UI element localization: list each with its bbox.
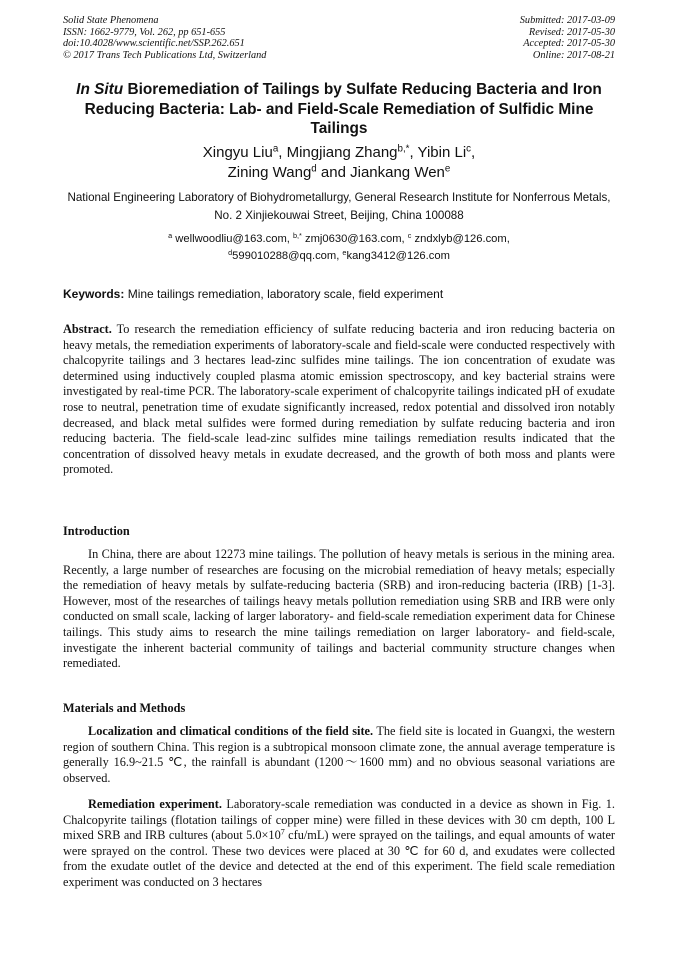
author-sup: a xyxy=(272,143,279,155)
paragraph-text: Laboratory-scale remediation was conducted in a device as shown in Fig. 1. Chalcopyrite tailings (flotation tailings of copper mine) were filled in these devices with 30 cm depth, 100 L mixed SRB and IRB cultures (about 5.0×10 xyxy=(63,797,615,843)
author-separator: , xyxy=(471,144,476,161)
methods-paragraph-remediation xyxy=(63,797,615,891)
keywords xyxy=(63,286,615,302)
author-separator: , xyxy=(278,144,287,161)
author-name: Mingjiang Zhang xyxy=(286,144,398,161)
email: wellwoodliu@163.com, xyxy=(172,233,293,245)
author-separator: , xyxy=(409,144,418,161)
affiliation: National Engineering Laboratory of Biohydrometallurgy, General Research Institute for Nonferrous Metals, No. 2 Xinjiekouwai Street, Beijing, China 100088 xyxy=(67,191,611,222)
introduction-paragraph: In China, there are about 12273 mine tailings. The pollution of heavy metals is serious in the mining area. Recently, a large number of researches are focusing on the microbial remediation of heavy metals; especially the remediation of heavy metals by sulfate-reducing bacteria (SRB) and iron-reducing bacteria (IRB) [1-3]. However, most of the researches of tailings heavy metals pollution remediation using SRB and IRB were only conducted on small scale, lacking of larger laboratory- and field-scale remediation experiment data for Chinese tailings. This study aims to research the mine tailings remediation on larger laboratory- and field-scale, investigate the inherent bacterial community of tailings and bacterial community structure changes when remediated. xyxy=(63,547,615,671)
author-name: Yibin Li xyxy=(417,144,467,161)
author-name: Xingyu Liu xyxy=(202,144,273,161)
author-name: Zining Wang xyxy=(227,163,312,181)
date-accepted: Accepted: 2017-05-30 xyxy=(523,38,615,50)
author-emails xyxy=(63,231,615,264)
abstract-text: To research the remediation efficiency of sulfate reducing bacteria and iron reducing bacteria on heavy metals, the remediation experiments of laboratory-scale and field-scale were conducted respectively with chalcopyrite tailings and 3 hectares lead-zinc sulfides mine tailings. The ion concentration of exudate was determined using inductively coupled plasma atomic emission spectroscopy, and key bacterial strains were investigated by real-time PCR. The laboratory-scale experiment of chalcopyrite tailings indicated pH of exudate rose to neutral, penetration time of exudate significantly increased, redox potential and dissolved iron notably decreased, and black metal sulfides were formed during remediation by sulfate reducing bacteria and iron reducing bacteria. The field-scale lead-zinc sulfides mine tailings remediation results indicated that the concentration of dissolved heavy metals in exudate decreased, and the growth of both moss and plants were promoted. xyxy=(63,322,615,477)
exponent: 7 xyxy=(280,827,285,837)
introduction-heading: Introduction xyxy=(63,524,130,538)
email: 599010288@qq.com, xyxy=(232,249,343,262)
journal-info xyxy=(63,15,266,61)
date-online: Online: 2017-08-21 xyxy=(532,49,615,61)
author-sup: b,* xyxy=(397,143,410,155)
email: zndxlyb@126.com, xyxy=(411,233,510,245)
date-submitted: Submitted: 2017-03-09 xyxy=(519,15,615,26)
author-list xyxy=(63,143,615,182)
paper-title xyxy=(63,80,615,139)
publication-dates xyxy=(520,15,615,61)
email-sup: e xyxy=(342,247,347,257)
paragraph-text: cfu/mL) were sprayed on the tailings, and equal amounts of water were sprayed on the control. These two devices were placed at 30 ℃ for 60 d, and exudates were collected from the exudate outlet of the device and detected at the end of this experiment. The field scale remediation experiment was conducted on 3 hectares xyxy=(63,828,615,889)
paragraph-text: The field site is located in Guangxi, the western region of southern China. This region is a subtropical monsoon climate zone, the annual average temperature is generally 16.9~21.5 ℃, the rainfall is abundant (1200～1600 mm) and no obvious seasonal variations are observed. xyxy=(63,724,615,785)
date-revised: Revised: 2017-05-30 xyxy=(528,26,615,38)
author-separator: and xyxy=(316,163,351,181)
methods-paragraph-site xyxy=(63,724,615,786)
methods-heading: Materials and Methods xyxy=(63,701,186,715)
email-sup: a xyxy=(168,231,173,240)
keywords-label: Keywords: xyxy=(63,287,125,301)
email: kang3412@126.com xyxy=(346,249,450,262)
abstract-label: Abstract. xyxy=(63,322,112,336)
abstract xyxy=(63,322,615,478)
author-sup: c xyxy=(466,143,472,155)
keywords-text: Mine tailings remediation, laboratory scale, field experiment xyxy=(124,287,444,301)
paragraph-lead: Localization and climatical conditions of the field site. xyxy=(88,724,374,738)
paragraph-lead: Remediation experiment. xyxy=(88,797,222,811)
journal-issn: ISSN: 1662-9779, Vol. 262, pp 651-655 xyxy=(63,26,226,38)
author-sup: d xyxy=(311,163,317,175)
journal-doi: doi:10.4028/www.scientific.net/SSP.262.651 xyxy=(63,38,245,50)
email-sup: d xyxy=(228,247,233,257)
journal-name: Solid State Phenomena xyxy=(63,15,159,26)
author-sup: e xyxy=(444,163,451,175)
email-sup: b,* xyxy=(293,231,302,240)
email-sup: c xyxy=(407,231,412,240)
author-name: Jiankang Wen xyxy=(350,163,445,181)
email: zmj0630@163.com, xyxy=(301,233,408,245)
title-rest: Bioremediation of Tailings by Sulfate Reducing Bacteria and Iron Reducing Bacteria: Lab- and Field-Scale Remediation of Sulfidic Mine Tailings xyxy=(84,81,602,137)
title-italic: In Situ xyxy=(76,81,124,98)
journal-copyright: © 2017 Trans Tech Publications Ltd, Switzerland xyxy=(63,49,267,61)
